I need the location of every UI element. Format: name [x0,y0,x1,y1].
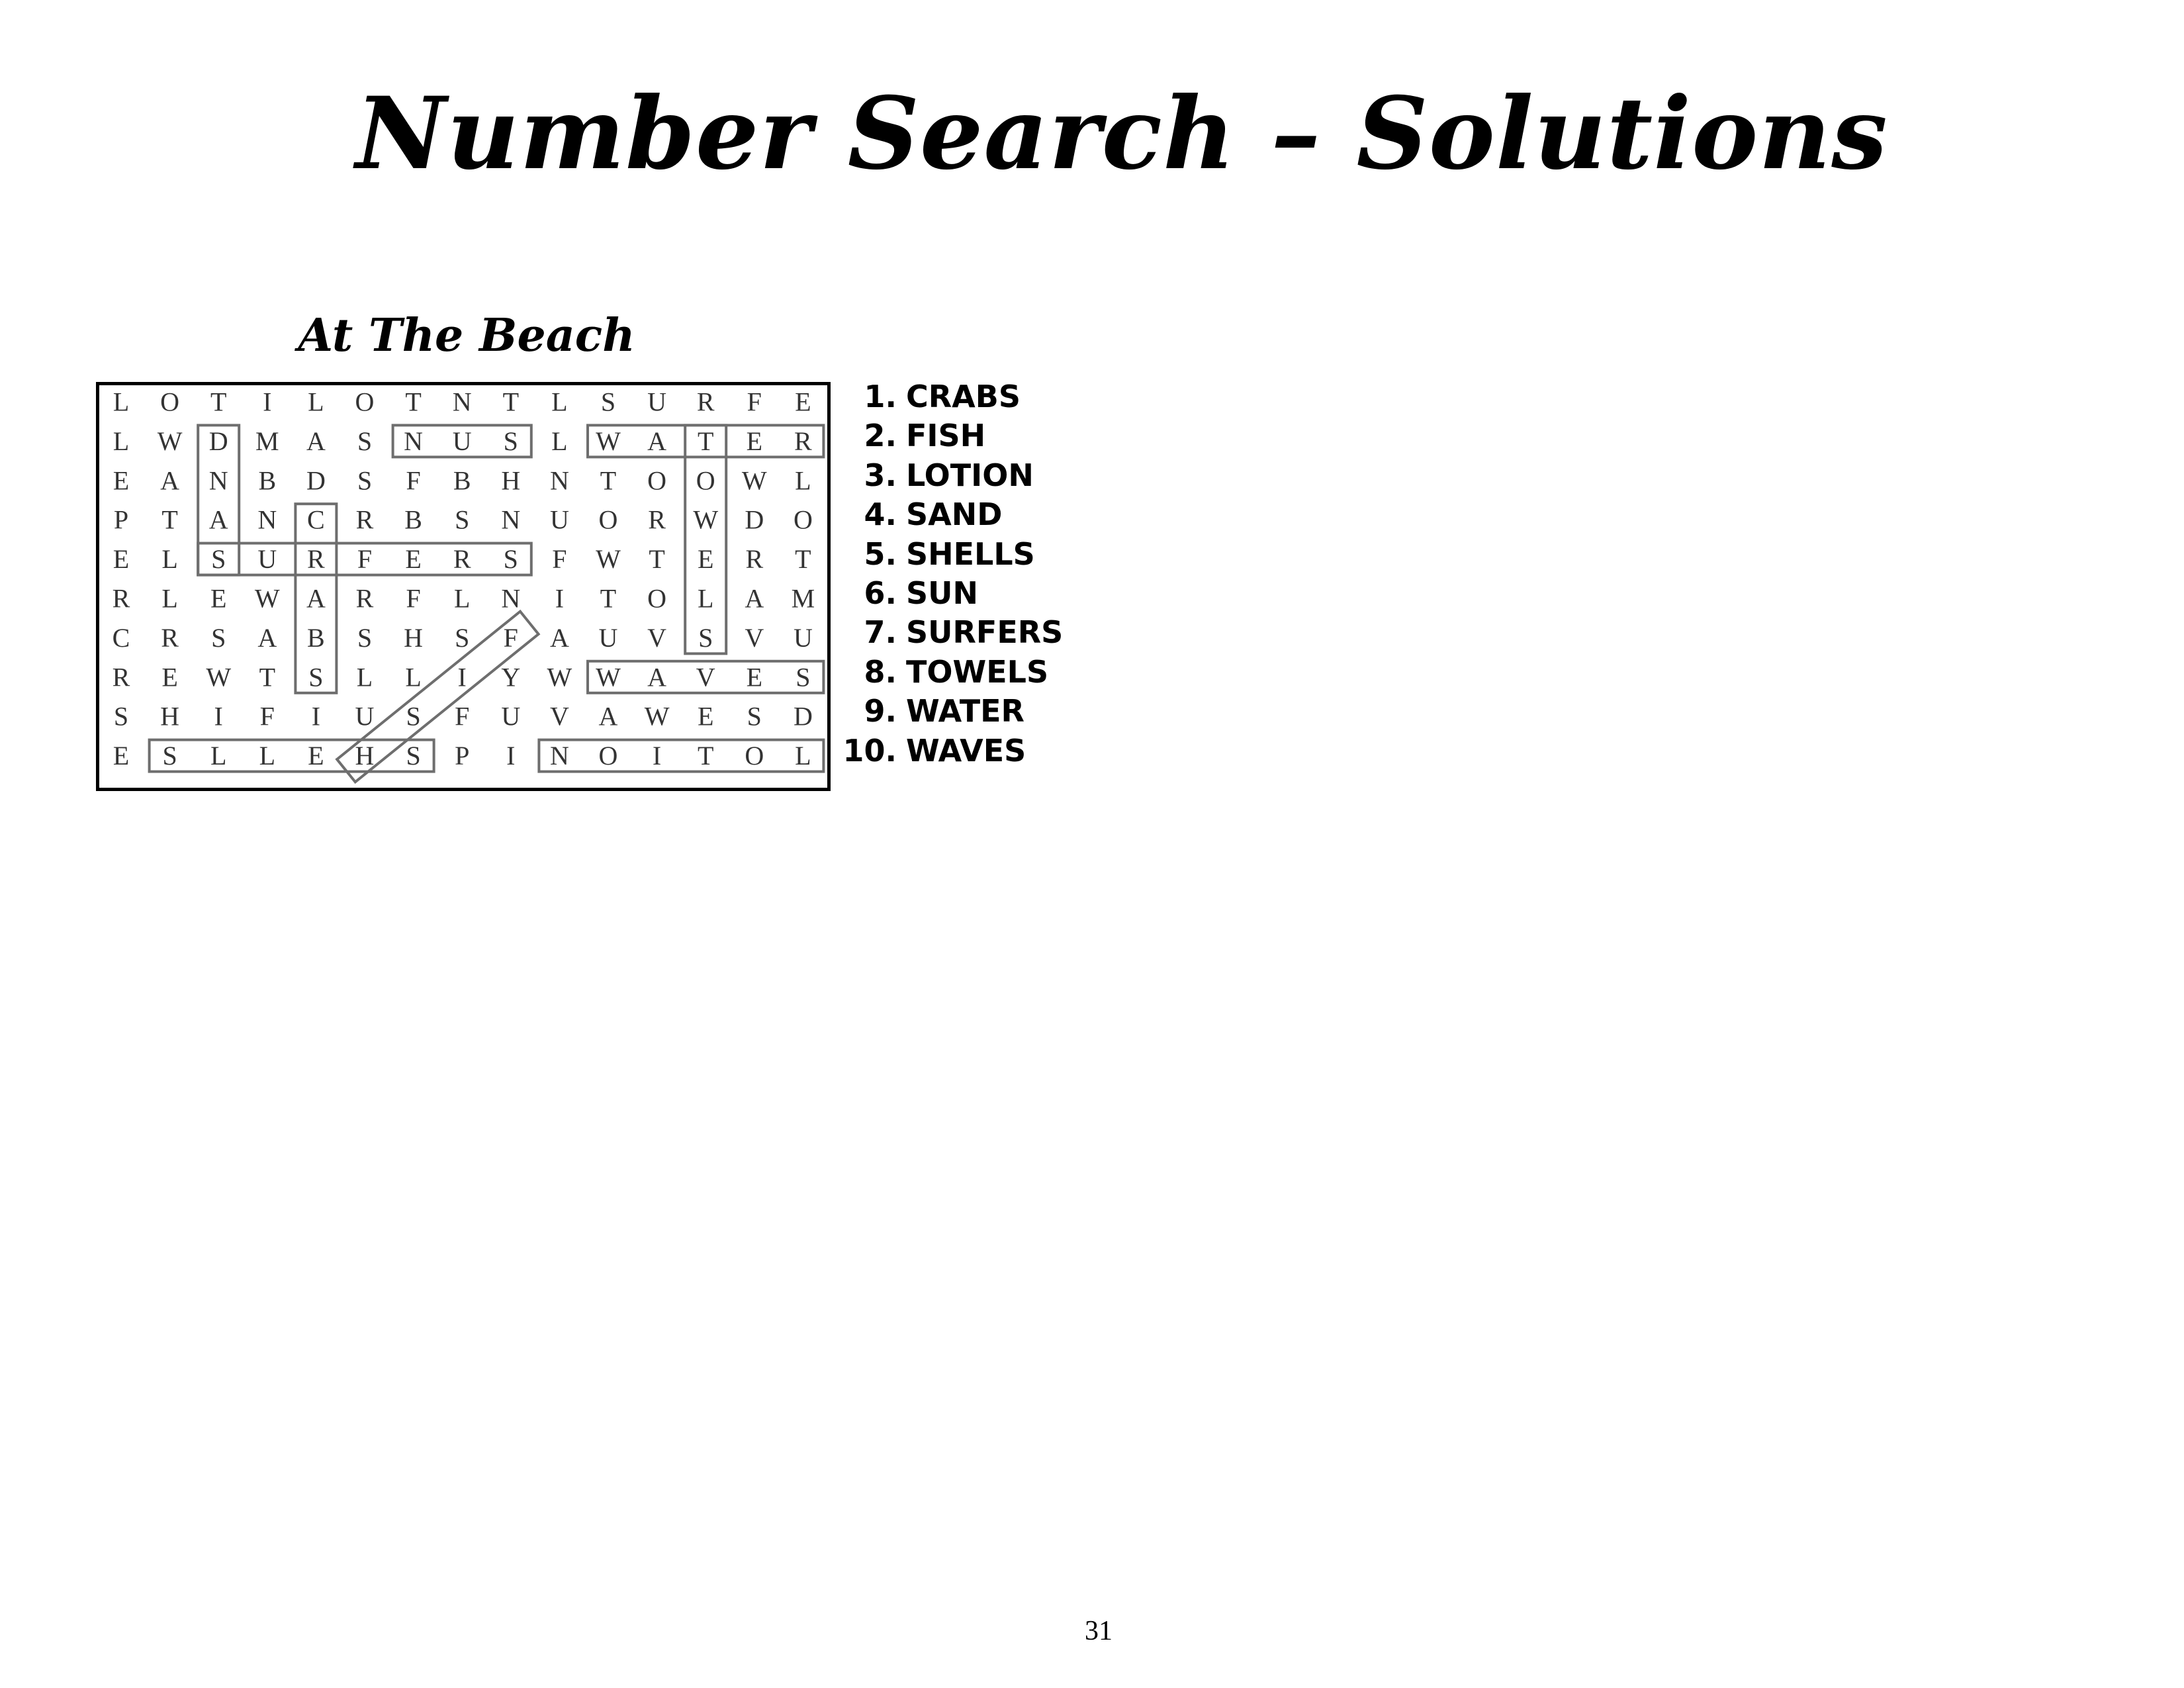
grid-letter: E [746,426,763,456]
grid-letter: N [208,465,228,496]
grid-letter: L [113,426,130,456]
grid-letter: L [405,662,422,692]
grid-letter: R [453,544,471,575]
grid-letter: U [257,544,277,575]
word-list-item [831,495,1063,534]
grid-letter: R [794,426,812,456]
grid-letter: W [547,662,572,692]
grid-letter: S [357,622,373,653]
grid-letter: S [211,622,226,653]
grid-letter: E [795,387,811,417]
grid-row [113,584,815,614]
word-text: CRABS [906,379,1021,414]
grid-letter: E [746,662,763,692]
grid-letter: O [647,583,667,614]
word-number: 7. [864,614,897,651]
word-text: SUN [906,575,978,611]
word-text: LOTION [906,457,1034,493]
puzzle-grid [96,382,831,791]
grid-letter: W [596,544,621,575]
grid-letter: S [113,701,129,731]
grid-row [114,505,813,535]
grid-letter: F [747,387,762,417]
grid-letter: E [161,662,178,692]
grid-letter: F [357,544,373,575]
grid-letter: D [793,701,813,731]
grid-letter: E [308,741,324,771]
grid-letter: S [357,426,373,456]
grid-letter: E [113,544,130,575]
grid-letter: W [157,426,183,456]
grid-letter: U [647,387,667,417]
grid-letter: E [210,583,227,614]
grid-letter: F [455,701,470,731]
grid-letter: L [795,741,811,771]
word-list-item [831,456,1063,495]
word-number: 9. [864,693,897,729]
word-number: 2. [864,418,897,454]
grid-row [113,387,811,417]
grid-letter: O [696,465,715,496]
grid-letter: I [214,701,223,731]
grid-letter: E [405,544,422,575]
grid-row [113,662,811,692]
grid-letter: L [697,583,714,614]
grid-letter: M [255,426,279,456]
grid-letter: H [501,465,521,496]
grid-letter: A [549,622,569,653]
word-text: SAND [906,496,1003,533]
word-number: 5. [864,536,897,572]
grid-letter: T [600,465,617,496]
grid-letter: E [113,465,130,496]
grid-letter: N [404,426,424,456]
page-number: 31 [1085,1616,1113,1646]
grid-letter: A [160,465,180,496]
word-text: WATER [906,693,1024,729]
grid-letter: S [747,701,762,731]
grid-letter: W [644,701,670,731]
grid-letter: W [693,504,719,535]
word-number: 4. [864,496,897,533]
grid-letter: H [404,622,424,653]
grid-row [113,741,811,771]
grid-letter: O [160,387,180,417]
grid-letter: W [596,662,621,692]
grid-letter: O [793,504,813,535]
grid-letter: S [357,465,373,496]
word-number: 10. [842,732,897,769]
word-number: 3. [864,457,897,493]
grid-letter: L [259,741,276,771]
grid-letter: R [307,544,325,575]
grid-letter: S [455,622,470,653]
grid-letter: T [405,387,422,417]
grid-letter: F [503,622,518,653]
page-title: Number Search – Solutions [355,75,1888,192]
grid-letter: S [503,426,518,456]
word-list-item [831,613,1063,652]
word-text: TOWELS [906,653,1049,690]
grid-letter: L [161,544,178,575]
grid-letter: R [696,387,715,417]
word-number: 6. [864,575,897,611]
grid-letter: T [697,741,714,771]
puzzle-title: At The Beach [298,309,635,362]
grid-letter: S [162,741,177,771]
grid-letter: D [306,465,326,496]
grid-letter: T [502,387,520,417]
grid-letter: S [503,544,518,575]
word-text: WAVES [906,732,1026,769]
grid-letter: L [453,583,471,614]
grid-letter: C [307,504,325,535]
grid-letter: R [112,583,130,614]
grid-letter: H [355,741,375,771]
grid-letter: F [406,465,421,496]
grid-letter: L [210,741,227,771]
grid-letter: R [355,504,374,535]
grid-letter: O [598,741,618,771]
grid-letter: S [406,701,421,731]
grid-letter: S [600,387,616,417]
grid-letter: L [161,583,178,614]
grid-letter: A [647,662,667,692]
grid-letter: S [211,544,226,575]
grid-letter: P [455,741,470,771]
grid-letter: P [113,504,129,535]
grid-letter: U [549,504,569,535]
grid-letter: A [257,622,277,653]
grid-letter: N [501,583,521,614]
grid-letter: L [356,662,373,692]
grid-letter: V [549,701,569,731]
grid-letter: N [257,504,277,535]
grid-letter: L [308,387,324,417]
grid-letter: N [549,741,569,771]
grid-letter: T [259,662,276,692]
grid-letter: W [254,583,280,614]
word-list-item [831,377,1063,416]
grid-letter: M [791,583,815,614]
grid-letter: T [795,544,811,575]
grid-letter: B [404,504,422,535]
grid-letter: N [452,387,472,417]
grid-letter: E [697,544,714,575]
grid-letter: I [506,741,516,771]
solution-box-lotion [539,740,823,772]
grid-letter: V [647,622,667,653]
grid-row [114,702,813,731]
grid-letter: N [549,465,569,496]
grid-letter: O [598,504,618,535]
grid-row [113,426,812,456]
grid-letter: O [355,387,375,417]
word-list [831,377,1063,771]
grid-letter: Y [501,662,521,692]
grid-letter: I [652,741,662,771]
grid-letter: S [455,504,470,535]
grid-letter: U [355,701,375,731]
grid-letter: U [598,622,618,653]
grid-letter: L [551,426,568,456]
grid-letter: L [551,387,568,417]
word-list-item [831,653,1063,692]
grid-letter: T [210,387,227,417]
word-list-item [831,692,1063,731]
grid-letter: A [306,426,326,456]
grid-letter: O [647,465,667,496]
grid-letter: B [453,465,471,496]
grid-letter: D [208,426,228,456]
grid-letter: C [112,622,130,653]
word-text: SHELLS [906,536,1035,572]
grid-letter: U [793,622,813,653]
grid-letter: F [552,544,567,575]
word-list-item [831,416,1063,455]
grid-letter: B [307,622,325,653]
word-list-item [831,535,1063,574]
word-number: 8. [864,653,897,690]
grid-letter: S [308,662,324,692]
grid-letter: T [600,583,617,614]
grid-letter: I [311,701,321,731]
grid-letter: L [113,387,130,417]
grid-letter: T [649,544,665,575]
grid-letter: F [406,583,421,614]
grid-letter: A [745,583,764,614]
grid-letter: A [306,583,326,614]
grid-letter: E [113,741,130,771]
grid-letter: S [796,662,811,692]
grid-letter: R [745,544,764,575]
grid-letter: R [355,583,374,614]
grid-letter: O [745,741,764,771]
grid-letter: H [160,701,180,731]
word-text: FISH [906,418,986,454]
grid-letter: A [647,426,667,456]
word-list-item [831,731,1063,771]
grid-letter: W [741,465,767,496]
grid-letter: R [648,504,666,535]
grid-letter: I [555,583,565,614]
grid-letter: T [161,504,178,535]
grid-letter: W [206,662,232,692]
grid-letter: I [263,387,272,417]
grid-letter: T [697,426,714,456]
grid-letter: A [208,504,228,535]
word-number: 1. [864,379,897,414]
grid-letter: R [112,662,130,692]
grid-letter: R [161,622,179,653]
grid-letter: U [501,701,521,731]
grid-letter: D [745,504,764,535]
grid-letter: A [598,701,618,731]
grid-letter: S [698,622,713,653]
grid-row [113,623,813,653]
grid-letter: N [501,504,521,535]
grid-letter: V [745,622,764,653]
word-list-item [831,574,1063,613]
grid-letter: L [795,465,811,496]
grid-letter: U [452,426,472,456]
grid-letter: W [596,426,621,456]
grid-row [113,465,811,495]
grid-letter: E [697,701,714,731]
grid-row [113,544,811,574]
grid-letter: V [696,662,715,692]
grid-letter: B [258,465,277,496]
solution-box-towels [685,425,726,653]
grid-letter: S [406,741,421,771]
solution-box-shells [150,740,434,772]
word-text: SURFERS [906,614,1064,651]
grid-letter: F [259,701,275,731]
grid-letter: I [457,662,467,692]
